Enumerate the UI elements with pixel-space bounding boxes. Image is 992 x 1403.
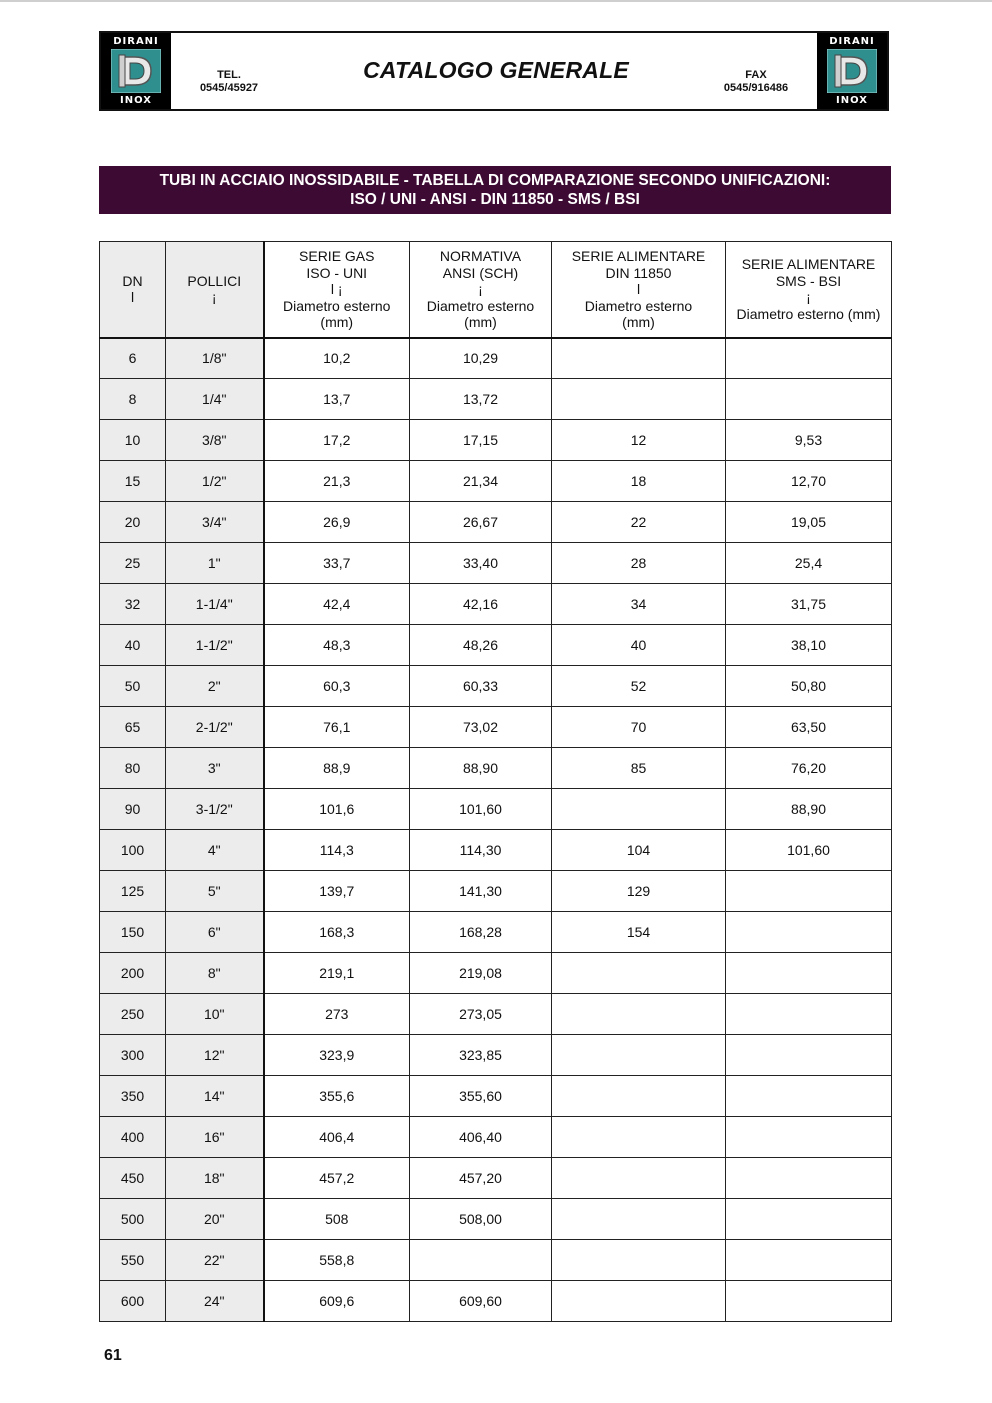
table-row xyxy=(100,830,892,871)
table-cell: 508,00 xyxy=(410,1199,552,1240)
table-cell: 168,28 xyxy=(410,912,552,953)
column-header-line: Diametro esterno xyxy=(584,297,693,314)
tel-label: TEL. xyxy=(217,69,241,81)
column-header-line: l xyxy=(636,281,641,297)
table-cell xyxy=(726,1281,892,1322)
column-header-line: (mm) xyxy=(622,314,655,330)
column-header-line: ¡ xyxy=(211,289,217,306)
table-cell: 17,15 xyxy=(410,420,552,461)
table-cell: 22" xyxy=(166,1240,264,1281)
table-cell: 88,90 xyxy=(410,748,552,789)
table-cell: 355,6 xyxy=(264,1076,410,1117)
table-cell: 457,2 xyxy=(264,1158,410,1199)
table-cell: 88,9 xyxy=(264,748,410,789)
table-cell: 20" xyxy=(166,1199,264,1240)
table-cell: 3-1/2" xyxy=(166,789,264,830)
table-cell: 104 xyxy=(552,830,726,871)
table-cell: 400 xyxy=(100,1117,166,1158)
pipe-logo-icon xyxy=(827,49,877,93)
dirani-logo-left xyxy=(101,33,171,109)
table-cell: 26,9 xyxy=(264,502,410,543)
table-cell: 457,20 xyxy=(410,1158,552,1199)
table-cell: 48,26 xyxy=(410,625,552,666)
table-cell: 15 xyxy=(100,461,166,502)
table-cell: 13,72 xyxy=(410,379,552,420)
tel-number: 0545/45927 xyxy=(199,82,259,94)
column-header-line: Diametro esterno xyxy=(426,297,535,314)
column-header xyxy=(166,242,264,338)
table-row xyxy=(100,379,892,420)
column-header xyxy=(100,242,166,338)
table-row xyxy=(100,1117,892,1158)
table-cell: 101,6 xyxy=(264,789,410,830)
column-header-line: DIN 11850 xyxy=(605,264,672,281)
logo-word-top: DIRANI xyxy=(829,36,875,47)
table-cell: 350 xyxy=(100,1076,166,1117)
table-cell: 1-1/4" xyxy=(166,584,264,625)
table-row xyxy=(100,1035,892,1076)
table-cell: 40 xyxy=(100,625,166,666)
table-row xyxy=(100,338,892,379)
table-cell xyxy=(726,871,892,912)
table-cell: 6" xyxy=(166,912,264,953)
table-cell: 40 xyxy=(552,625,726,666)
banner-line-1: TUBI IN ACCIAIO INOSSIDABILE - TABELLA DI COMPARAZIONE SECONDO UNIFICAZIONI: xyxy=(159,172,831,189)
table-cell xyxy=(552,1281,726,1322)
table-cell: 70 xyxy=(552,707,726,748)
table-cell: 76,20 xyxy=(726,748,892,789)
table-cell xyxy=(726,953,892,994)
header-fax xyxy=(711,69,801,95)
column-header-line: SERIE ALIMENTARE xyxy=(571,248,706,264)
table-cell: 9,53 xyxy=(726,420,892,461)
table-cell xyxy=(552,1035,726,1076)
table-cell xyxy=(552,789,726,830)
table-cell: 300 xyxy=(100,1035,166,1076)
table-cell: 18 xyxy=(552,461,726,502)
table-row xyxy=(100,707,892,748)
table-cell: 406,40 xyxy=(410,1117,552,1158)
table-cell: 10 xyxy=(100,420,166,461)
fax-label: FAX xyxy=(745,69,767,81)
dirani-logo-right xyxy=(817,33,887,109)
table-cell: 2-1/2" xyxy=(166,707,264,748)
table-cell: 323,85 xyxy=(410,1035,552,1076)
table-cell: 12" xyxy=(166,1035,264,1076)
table-cell: 24" xyxy=(166,1281,264,1322)
table-cell: 125 xyxy=(100,871,166,912)
table-cell: 1/4" xyxy=(166,379,264,420)
table-cell xyxy=(552,338,726,379)
table-cell: 8 xyxy=(100,379,166,420)
table-cell xyxy=(726,1199,892,1240)
table-cell: 21,34 xyxy=(410,461,552,502)
table-cell: 25,4 xyxy=(726,543,892,584)
table-cell: 129 xyxy=(552,871,726,912)
logo-word-top: DIRANI xyxy=(113,36,159,47)
table-cell: 12 xyxy=(552,420,726,461)
column-header xyxy=(552,242,726,338)
comparison-table-wrap xyxy=(99,241,891,1322)
table-row xyxy=(100,543,892,584)
table-cell: 28 xyxy=(552,543,726,584)
table-cell: 33,40 xyxy=(410,543,552,584)
table-cell xyxy=(552,1199,726,1240)
table-cell: 42,16 xyxy=(410,584,552,625)
table-cell: 101,60 xyxy=(726,830,892,871)
column-header-line: ¡ xyxy=(478,281,483,297)
table-cell xyxy=(552,1240,726,1281)
table-cell: 150 xyxy=(100,912,166,953)
table-row xyxy=(100,1158,892,1199)
table-cell: 22 xyxy=(552,502,726,543)
table-cell: 2" xyxy=(166,666,264,707)
section-banner xyxy=(99,166,891,214)
table-cell xyxy=(726,379,892,420)
table-cell: 1-1/2" xyxy=(166,625,264,666)
table-cell: 3" xyxy=(166,748,264,789)
table-cell: 10,2 xyxy=(264,338,410,379)
table-row xyxy=(100,1076,892,1117)
table-cell xyxy=(552,1076,726,1117)
table-cell: 139,7 xyxy=(264,871,410,912)
table-cell xyxy=(726,1076,892,1117)
table-cell: 6 xyxy=(100,338,166,379)
table-cell: 550 xyxy=(100,1240,166,1281)
column-header-line: ¡ xyxy=(806,289,811,306)
table-cell: 38,10 xyxy=(726,625,892,666)
table-cell xyxy=(726,994,892,1035)
table-cell: 26,67 xyxy=(410,502,552,543)
column-header-line: SERIE GAS xyxy=(299,248,375,264)
table-cell: 48,3 xyxy=(264,625,410,666)
column-header-line: (mm) xyxy=(320,314,354,330)
table-cell: 273 xyxy=(264,994,410,1035)
column-header-line: POLLICI xyxy=(187,272,242,289)
table-cell xyxy=(552,994,726,1035)
table-cell xyxy=(410,1240,552,1281)
table-cell xyxy=(726,1158,892,1199)
table-cell xyxy=(726,1035,892,1076)
table-cell: 114,3 xyxy=(264,830,410,871)
table-cell: 65 xyxy=(100,707,166,748)
table-cell: 25 xyxy=(100,543,166,584)
column-header-line: SMS - BSI xyxy=(775,272,842,289)
table-cell: 63,50 xyxy=(726,707,892,748)
table-cell: 90 xyxy=(100,789,166,830)
table-cell: 73,02 xyxy=(410,707,552,748)
table-cell xyxy=(726,1240,892,1281)
table-cell: 200 xyxy=(100,953,166,994)
column-header-line: ANSI (SCH) xyxy=(442,264,519,281)
table-cell: 600 xyxy=(100,1281,166,1322)
column-header xyxy=(264,242,410,338)
logo-word-bottom: INOX xyxy=(120,95,152,106)
table-cell xyxy=(552,1117,726,1158)
table-cell: 101,60 xyxy=(410,789,552,830)
table-cell xyxy=(726,912,892,953)
table-cell: 323,9 xyxy=(264,1035,410,1076)
table-cell: 21,3 xyxy=(264,461,410,502)
table-cell: 60,33 xyxy=(410,666,552,707)
fax-number: 0545/916486 xyxy=(723,82,789,94)
table-cell: 31,75 xyxy=(726,584,892,625)
table-cell: 12,70 xyxy=(726,461,892,502)
table-cell: 50,80 xyxy=(726,666,892,707)
table-row xyxy=(100,953,892,994)
table-cell: 355,60 xyxy=(410,1076,552,1117)
table-cell: 19,05 xyxy=(726,502,892,543)
table-cell: 16" xyxy=(166,1117,264,1158)
column-header xyxy=(410,242,552,338)
catalog-header xyxy=(99,31,889,111)
table-cell: 3/8" xyxy=(166,420,264,461)
table-header-row xyxy=(100,242,892,338)
table-row xyxy=(100,789,892,830)
table-cell xyxy=(552,379,726,420)
table-row xyxy=(100,748,892,789)
table-row xyxy=(100,994,892,1035)
table-cell: 50 xyxy=(100,666,166,707)
table-cell: 114,30 xyxy=(410,830,552,871)
banner-line-2: ISO / UNI - ANSI - DIN 11850 - SMS / BSI xyxy=(350,191,640,208)
table-cell: 5" xyxy=(166,871,264,912)
table-cell: 76,1 xyxy=(264,707,410,748)
logo-word-bottom: INOX xyxy=(836,95,868,106)
page-number: 61 xyxy=(104,1347,122,1364)
table-cell: 508 xyxy=(264,1199,410,1240)
table-cell: 406,4 xyxy=(264,1117,410,1158)
table-cell: 88,90 xyxy=(726,789,892,830)
table-cell: 219,1 xyxy=(264,953,410,994)
table-cell: 32 xyxy=(100,584,166,625)
table-cell: 273,05 xyxy=(410,994,552,1035)
table-row xyxy=(100,420,892,461)
column-header-line: ISO - UNI xyxy=(306,264,368,281)
pipe-logo-icon xyxy=(111,49,161,93)
column-header-line: NORMATIVA xyxy=(439,248,522,264)
table-cell xyxy=(552,1158,726,1199)
table-row xyxy=(100,1199,892,1240)
column-header-line: l xyxy=(130,289,135,306)
table-cell: 154 xyxy=(552,912,726,953)
table-cell: 500 xyxy=(100,1199,166,1240)
table-cell: 219,08 xyxy=(410,953,552,994)
table-cell: 80 xyxy=(100,748,166,789)
table-cell: 609,6 xyxy=(264,1281,410,1322)
table-cell: 17,2 xyxy=(264,420,410,461)
table-cell: 1/2" xyxy=(166,461,264,502)
table-cell: 1/8" xyxy=(166,338,264,379)
table-cell: 85 xyxy=(552,748,726,789)
table-cell: 250 xyxy=(100,994,166,1035)
table-cell: 33,7 xyxy=(264,543,410,584)
table-cell: 168,3 xyxy=(264,912,410,953)
table-cell: 42,4 xyxy=(264,584,410,625)
table-cell xyxy=(552,953,726,994)
column-header-line: SERIE ALIMENTARE xyxy=(741,256,876,273)
column-header-line: Diametro esterno (mm) xyxy=(736,305,881,322)
table-cell: 20 xyxy=(100,502,166,543)
table-cell: 1" xyxy=(166,543,264,584)
table-row xyxy=(100,912,892,953)
column-header xyxy=(726,242,892,338)
table-body xyxy=(100,338,892,1322)
table-cell: 141,30 xyxy=(410,871,552,912)
column-header-line: DN xyxy=(122,272,143,289)
column-header-line: l ¡ xyxy=(330,281,343,297)
table-row xyxy=(100,1240,892,1281)
table-cell xyxy=(726,338,892,379)
table-cell: 450 xyxy=(100,1158,166,1199)
table-cell: 3/4" xyxy=(166,502,264,543)
table-cell: 13,7 xyxy=(264,379,410,420)
table-row xyxy=(100,502,892,543)
header-telephone xyxy=(189,69,269,95)
table-row xyxy=(100,625,892,666)
column-header-line: (mm) xyxy=(464,314,497,330)
table-cell: 609,60 xyxy=(410,1281,552,1322)
table-cell: 18" xyxy=(166,1158,264,1199)
table-cell: 10,29 xyxy=(410,338,552,379)
table-cell: 34 xyxy=(552,584,726,625)
table-cell: 4" xyxy=(166,830,264,871)
column-header-line: Diametro esterno xyxy=(283,297,391,314)
table-cell xyxy=(726,1117,892,1158)
table-row xyxy=(100,871,892,912)
table-cell: 8" xyxy=(166,953,264,994)
table-row xyxy=(100,666,892,707)
table-row xyxy=(100,1281,892,1322)
table-cell: 14" xyxy=(166,1076,264,1117)
table-row xyxy=(100,461,892,502)
top-rule xyxy=(0,0,992,2)
table-row xyxy=(100,584,892,625)
page-title: CATALOGO GENERALE xyxy=(363,57,629,83)
table-cell: 558,8 xyxy=(264,1240,410,1281)
table-cell: 10" xyxy=(166,994,264,1035)
comparison-table xyxy=(99,241,892,1322)
table-cell: 100 xyxy=(100,830,166,871)
table-cell: 52 xyxy=(552,666,726,707)
table-cell: 60,3 xyxy=(264,666,410,707)
